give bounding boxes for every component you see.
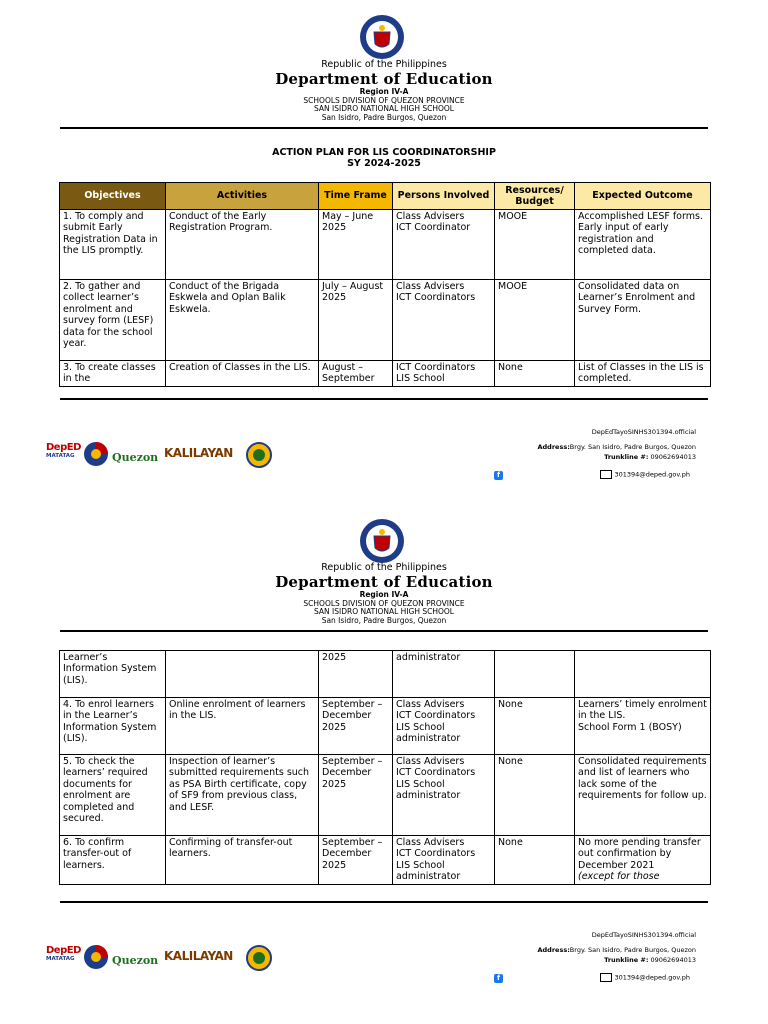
outcome-note: (except for those	[578, 871, 660, 883]
footer-logos	[46, 943, 276, 979]
person-line: ICT Coordinators	[396, 767, 476, 779]
outcome-cell	[575, 836, 711, 885]
time-frame-cell: August – September	[319, 361, 393, 387]
facebook-icon[interactable]: f	[494, 471, 503, 480]
activity-cell	[166, 651, 319, 698]
table-row	[60, 651, 711, 698]
footer-address: Brgy. San Isidro, Padre Burgos, Quezon	[569, 443, 696, 452]
contact-block	[538, 931, 697, 965]
objective-cell: 3. To create classes in the	[60, 361, 166, 387]
quezon-logo: Quezon	[112, 451, 159, 464]
trunkline-label: Trunkline #:	[604, 955, 649, 964]
department-title: Department of Education	[275, 69, 493, 88]
person-line: Class Advisers	[396, 756, 465, 767]
time-frame-cell: September – December 2025	[319, 836, 393, 885]
time-frame-cell: September – December 2025	[319, 698, 393, 755]
school-seal-icon	[246, 945, 272, 971]
school-year: SY 2024-2025	[347, 158, 421, 170]
table-row	[60, 361, 711, 387]
school-seal-icon	[246, 442, 272, 468]
contact-block	[538, 428, 697, 462]
division-text: SCHOOLS DIVISION OF QUEZON PROVINCE	[303, 598, 465, 608]
department-title: Department of Education	[275, 572, 493, 591]
time-frame-cell: 2025	[319, 651, 393, 698]
person-line: Class Advisers	[396, 837, 465, 848]
col-activities: Activities	[166, 183, 319, 210]
page-1	[0, 0, 768, 502]
outcome-cell: Consolidated data on Learner’s Enrolment and Survey Form.	[575, 280, 711, 361]
objective-cell: 2. To gather and collect learner’s enrolment and survey form (LESF) data for the school year.	[60, 280, 166, 361]
division-text: SCHOOLS DIVISION OF QUEZON PROVINCE	[303, 95, 465, 105]
address-label: Address:	[537, 443, 570, 452]
col-objectives: Objectives	[60, 183, 166, 210]
col-time-frame: Time Frame	[319, 183, 393, 210]
time-frame-cell: September – December 2025	[319, 755, 393, 836]
person-line: ICT Coordinators	[396, 292, 476, 304]
bagong-pilipinas-logo	[82, 440, 110, 472]
table-row	[60, 836, 711, 885]
col-resources-budget: Resources/ Budget	[495, 183, 575, 210]
address-label: Address:	[537, 946, 570, 955]
person-line: ICT Coordinator	[396, 222, 471, 234]
resources-cell: None	[495, 836, 575, 885]
kalilayan-logo: KALILAYAN	[164, 949, 233, 963]
persons-cell	[393, 210, 495, 280]
outcome-line: Learners’ timely enrolment in the LIS.	[578, 699, 707, 722]
resources-cell: None	[495, 361, 575, 387]
activity-cell: Inspection of learner’s submitted requirements such as PSA Birth certificate, copy of SF9 from previous class, and LESF.	[166, 755, 319, 836]
outcome-line: School Form 1 (BOSY)	[578, 721, 682, 733]
facebook-page: DepEdTayoSINHS301394.official	[591, 428, 696, 436]
school-address: San Isidro, Padre Burgos, Quezon	[321, 616, 447, 626]
letterhead	[0, 563, 768, 626]
resources-cell: MOOE	[495, 210, 575, 280]
kalilayan-logo: KALILAYAN	[164, 446, 233, 460]
table-row	[60, 755, 711, 836]
facebook-icon[interactable]: f	[494, 974, 503, 983]
person-line: Class Advisers	[396, 211, 465, 222]
table-header-row	[60, 183, 711, 210]
person-line: Class Advisers	[396, 281, 465, 292]
trunkline-number: 09062694013	[650, 452, 696, 461]
letterhead	[0, 60, 768, 123]
document-title	[0, 147, 768, 170]
region-text: Region IV-A	[359, 87, 409, 97]
school-address: San Isidro, Padre Burgos, Quezon	[321, 113, 447, 123]
deped-matatag-logo: DepED MATATAG	[46, 945, 81, 962]
outcome-line: Early input of early registration and completed data.	[578, 222, 669, 257]
resources-cell: None	[495, 698, 575, 755]
deped-seal-icon	[359, 14, 405, 60]
email-link[interactable]	[600, 973, 690, 982]
persons-cell	[393, 755, 495, 836]
republic-text: Republic of the Philippines	[321, 562, 447, 573]
person-line: ICT Coordinators	[396, 710, 476, 722]
action-plan-table-page1	[59, 182, 711, 387]
email-text: 301394@deped.gov.ph	[614, 470, 690, 479]
plan-title: ACTION PLAN FOR LIS COORDINATORSHIP	[272, 147, 496, 158]
time-frame-cell: July – August 2025	[319, 280, 393, 361]
quezon-logo: Quezon	[112, 954, 159, 967]
person-line: LIS School administrator	[396, 859, 461, 883]
person-line: Class Advisers	[396, 699, 465, 710]
bagong-pilipinas-logo	[82, 943, 110, 975]
col-expected-outcome: Expected Outcome	[575, 183, 711, 210]
footer-divider	[60, 901, 708, 903]
outcome-line: No more pending transfer out confirmation by December 2021	[578, 837, 701, 871]
trunkline-label: Trunkline #:	[604, 452, 649, 461]
outcome-cell	[575, 698, 711, 755]
trunkline-number: 09062694013	[650, 955, 696, 964]
activity-cell: Confirming of transfer-out learners.	[166, 836, 319, 885]
header-divider	[60, 127, 708, 129]
persons-cell	[393, 698, 495, 755]
outcome-cell: Consolidated requirements and list of learners who lack some of the requirements for follow up.	[575, 755, 711, 836]
page-2	[0, 502, 768, 1024]
activity-cell: Conduct of the Brigada Eskwela and Oplan Balik Eskwela.	[166, 280, 319, 361]
email-link[interactable]	[600, 470, 690, 479]
time-frame-cell: May – June 2025	[319, 210, 393, 280]
deped-matatag-logo: DepED MATATAG	[46, 442, 81, 459]
school-name: SAN ISIDRO NATIONAL HIGH SCHOOL	[314, 104, 454, 114]
footer-logos	[46, 440, 276, 476]
persons-cell: administrator	[393, 651, 495, 698]
table-row	[60, 698, 711, 755]
facebook-page: DepEdTayoSINHS301394.official	[591, 931, 696, 939]
region-text: Region IV-A	[359, 590, 409, 600]
outcome-line: Accomplished LESF forms.	[578, 211, 703, 222]
objective-cell: 6. To confirm transfer-out of learners.	[60, 836, 166, 885]
persons-cell	[393, 836, 495, 885]
mail-icon	[600, 973, 612, 982]
header-divider	[60, 630, 708, 632]
activity-cell: Conduct of the Early Registration Program.	[166, 210, 319, 280]
person-line: ICT Coordinators	[396, 848, 476, 860]
republic-text: Republic of the Philippines	[321, 59, 447, 70]
table-row	[60, 280, 711, 361]
mail-icon	[600, 470, 612, 479]
email-text: 301394@deped.gov.ph	[614, 973, 690, 982]
objective-cell: 1. To comply and submit Early Registration Data in the LIS promptly.	[60, 210, 166, 280]
persons-cell	[393, 280, 495, 361]
objective-cell: 4. To enrol learners in the Learner’s Information System (LIS).	[60, 698, 166, 755]
person-line: LIS School	[396, 373, 445, 385]
objective-cell: Learner’s Information System (LIS).	[60, 651, 166, 698]
outcome-cell	[575, 651, 711, 698]
resources-cell	[495, 651, 575, 698]
footer-divider	[60, 398, 708, 400]
activity-cell: Creation of Classes in the LIS.	[166, 361, 319, 387]
deped-seal-icon	[359, 518, 405, 564]
school-name: SAN ISIDRO NATIONAL HIGH SCHOOL	[314, 607, 454, 617]
objective-cell: 5. To check the learners’ required documents for enrolment are completed and secured.	[60, 755, 166, 836]
person-line: LIS School administrator	[396, 778, 461, 802]
outcome-cell: List of Classes in the LIS is completed.	[575, 361, 711, 387]
person-line: ICT Coordinators	[396, 362, 476, 373]
col-persons-involved: Persons Involved	[393, 183, 495, 210]
persons-cell	[393, 361, 495, 387]
table-row	[60, 210, 711, 280]
person-line: LIS School administrator	[396, 721, 461, 745]
activity-cell: Online enrolment of learners in the LIS.	[166, 698, 319, 755]
outcome-cell	[575, 210, 711, 280]
action-plan-table-page2	[59, 650, 711, 885]
footer-address: Brgy. San Isidro, Padre Burgos, Quezon	[569, 946, 696, 955]
resources-cell: MOOE	[495, 280, 575, 361]
resources-cell: None	[495, 755, 575, 836]
